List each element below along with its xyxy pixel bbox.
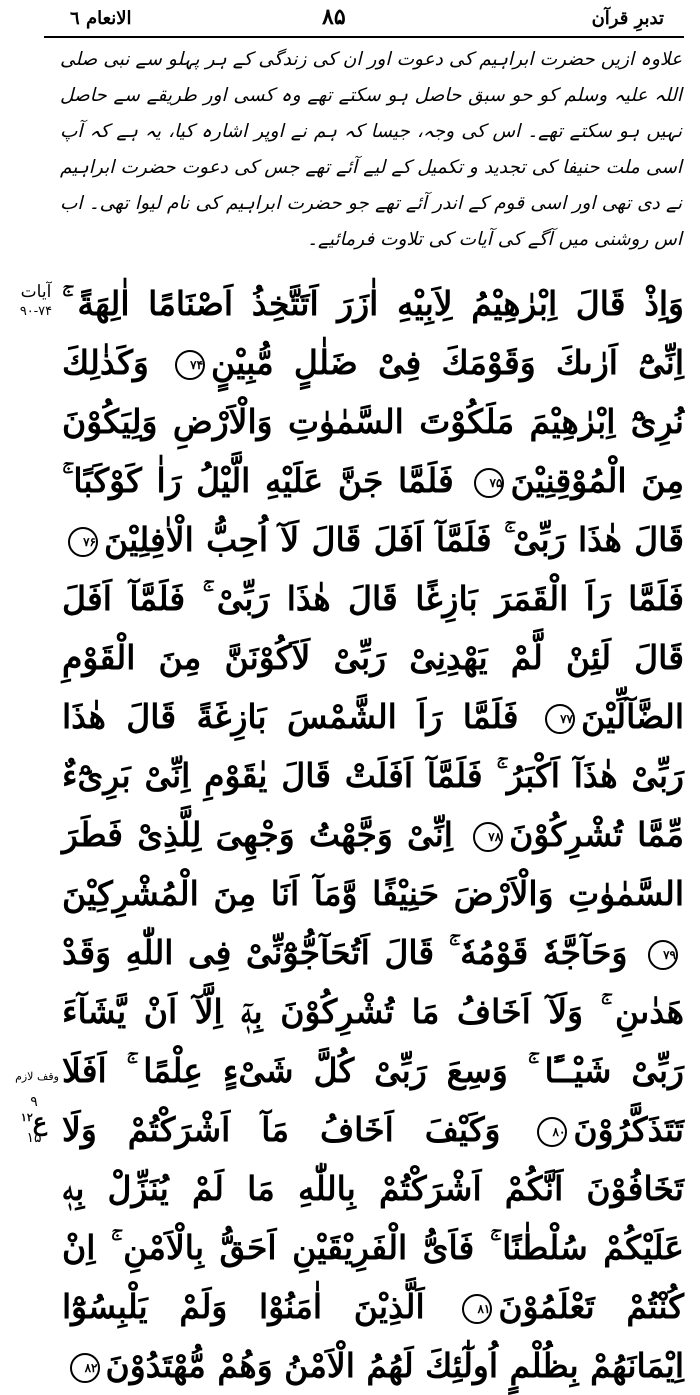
verse-number-marker: ۸۱ [462, 1294, 492, 1324]
verse-text: اَلَّذِيْنَ اٰمَنُوْا وَلَمْ يَلْبِسُوْٓا اِيْمَانَهُمْ بِظُلْمٍ اُولٰٓئِكَ لَهُمُ الْاَمْنُ وَهُمْ مُّهْتَدُوْنَ [62, 1287, 684, 1385]
verse-number-marker: ۷۶ [68, 527, 98, 557]
verse-number-marker: ۸۰ [537, 1117, 567, 1147]
ruku-number: ۹ [30, 1094, 38, 1110]
waqf-lazim-note: وقف لازم [15, 1070, 59, 1083]
verse-number-marker: ۷۷ [545, 704, 575, 734]
verse-text: اِنِّىْ وَجَّهْتُ وَجْهِىَ لِلَّذِىْ فَطَرَ السَّمٰوٰتِ وَالْاَرْضَ حَنِيْفًا وَّمَآ اَنَا مِنَ الْمُشْرِكِيْنَ [62, 815, 684, 913]
surah-name: الانعام ٦ [70, 8, 132, 29]
commentary-block [60, 42, 682, 258]
page-number: ۸۵ [322, 4, 346, 30]
ruku-marker [14, 1094, 54, 1146]
verse-number-marker: ۷۹ [648, 940, 678, 970]
verse-number-marker: ۷۴ [175, 350, 205, 380]
verse-text: وَكَذٰلِكَ نُرِىْٓ اِبْرٰهِيْمَ مَلَكُوْتَ السَّمٰوٰتِ وَالْاَرْضِ وَلِيَكُوْنَ مِنَ الْمُوْقِنِيْنَ [62, 343, 685, 500]
verse-number-marker: ۷۵ [474, 468, 504, 498]
verse-text: فَلَمَّا رَاَ الشَّمْسَ بَازِغَةً قَالَ هٰذَا رَبِّىْ هٰذَآ اَكْبَرُ ۚ فَلَمَّآ اَفَلَتْ قَالَ يٰقَوْمِ اِنِّىْ بَرِىْٓءٌ مِّمَّا تُشْرِكُوْنَ [62, 697, 684, 854]
verse-text: فَلَمَّا رَاَ الْقَمَرَ بَازِغًا قَالَ هٰذَا رَبِّىْ ۚ فَلَمَّآ اَفَلَ قَالَ لَئِنْ لَّمْ يَهْدِنِىْ رَبِّىْ لَاَكُوْنَنَّ مِنَ الْقَوْمِ الضَّآلِّيْنَ [62, 579, 684, 736]
ayat-range-marker [10, 282, 62, 319]
verse [62, 284, 684, 382]
verse-text: وَحَآجَّهٗ قَوْمُهٗ ۚ قَالَ اَتُحَآجُّوْٓنِّىْ فِى اللّٰهِ وَقَدْ هَدٰىنِ ۚ وَلَآ اَخَافُ مَا تُشْرِكُوْنَ بِهٖٓ اِلَّآ اَنْ يَّشَآءَ رَبِّىْ شَيْــًٔا ۚ وَسِعَ رَبِّىْ كُلَّ شَىْءٍ عِلْمًا ۚ اَفَلَا تَتَذَكَّرُوْنَ [62, 933, 684, 1149]
verse-text: فَلَمَّا جَنَّ عَلَيْهِ الَّيْلُ رَاٰ كَوْكَبًا ۚ قَالَ هٰذَا رَبِّىْ ۚ فَلَمَّآ اَفَلَ قَالَ لَآ اُحِبُّ الْاٰفِلِيْنَ [62, 461, 684, 559]
commentary-text: علاوہ ازیں حضرت ابراہیم کی دعوت اور ان کی زندگی کے ہر پہلو سے نبی صلی اللہ علیہ وسلم کو حو سبق حاصل ہو سکتے تھے وہ کسی اور طریقے سے حاصل نہیں ہو سکتے تھے۔ اس کی وجہ، جیسا کہ ہم نے اوپر اشارہ کیا، یہ ہے کہ آپ اسی ملت حنیفا کی تجدید و تکمیل کے لیے آئے تھے جس کی دعوت حضرت ابراہیم نے دی تھی اور اسی قوم کے اندر آئے تھے جو حضرت ابراہیم کی نام لیوا تھی۔ اب اس روشنی میں آگے کی آیات کی تلاوت فرمائیے۔ [60, 49, 682, 250]
ayat-label: آیات [20, 282, 52, 302]
ruku-symbol [14, 1107, 54, 1136]
page-header [0, 0, 700, 40]
book-title: تدبرِ قرآن [591, 8, 664, 29]
ruku-letter: ع [32, 1107, 48, 1136]
ruku-verse-count: ۱۵ [26, 1130, 42, 1146]
verse-text: وَاِذْ قَالَ اِبْرٰهِيْمُ لِاَبِيْهِ اٰزَرَ اَتَتَّخِذُ اَصْنَامًا اٰلِهَةً ۚ اِنِّىْٓ اَرٰىكَ وَقَوْمَكَ فِىْ ضَلٰلٍ مُّبِيْنٍ [62, 284, 684, 382]
verses-block [62, 274, 684, 1395]
verse-number-marker: ۸۲ [70, 1353, 100, 1383]
ruku-count: ۱۲ [20, 1111, 33, 1124]
ayat-range: ۹۰-۷۴ [19, 304, 53, 319]
header-divider [44, 36, 684, 38]
verse-text: وَكَيْفَ اَخَافُ مَآ اَشْرَكْتُمْ وَلَا تَخَافُوْنَ اَنَّكُمْ اَشْرَكْتُمْ بِاللّٰهِ مَا لَمْ يُنَزِّلْ بِهٖ عَلَيْكُمْ سُلْطٰنًا ۚ فَاَىُّ الْفَرِيْقَيْنِ اَحَقُّ بِالْاَمْنِ ۚ اِنْ كُنْتُمْ تَعْلَمُوْنَ [62, 1110, 684, 1326]
verse-number-marker: ۷۸ [473, 822, 503, 852]
